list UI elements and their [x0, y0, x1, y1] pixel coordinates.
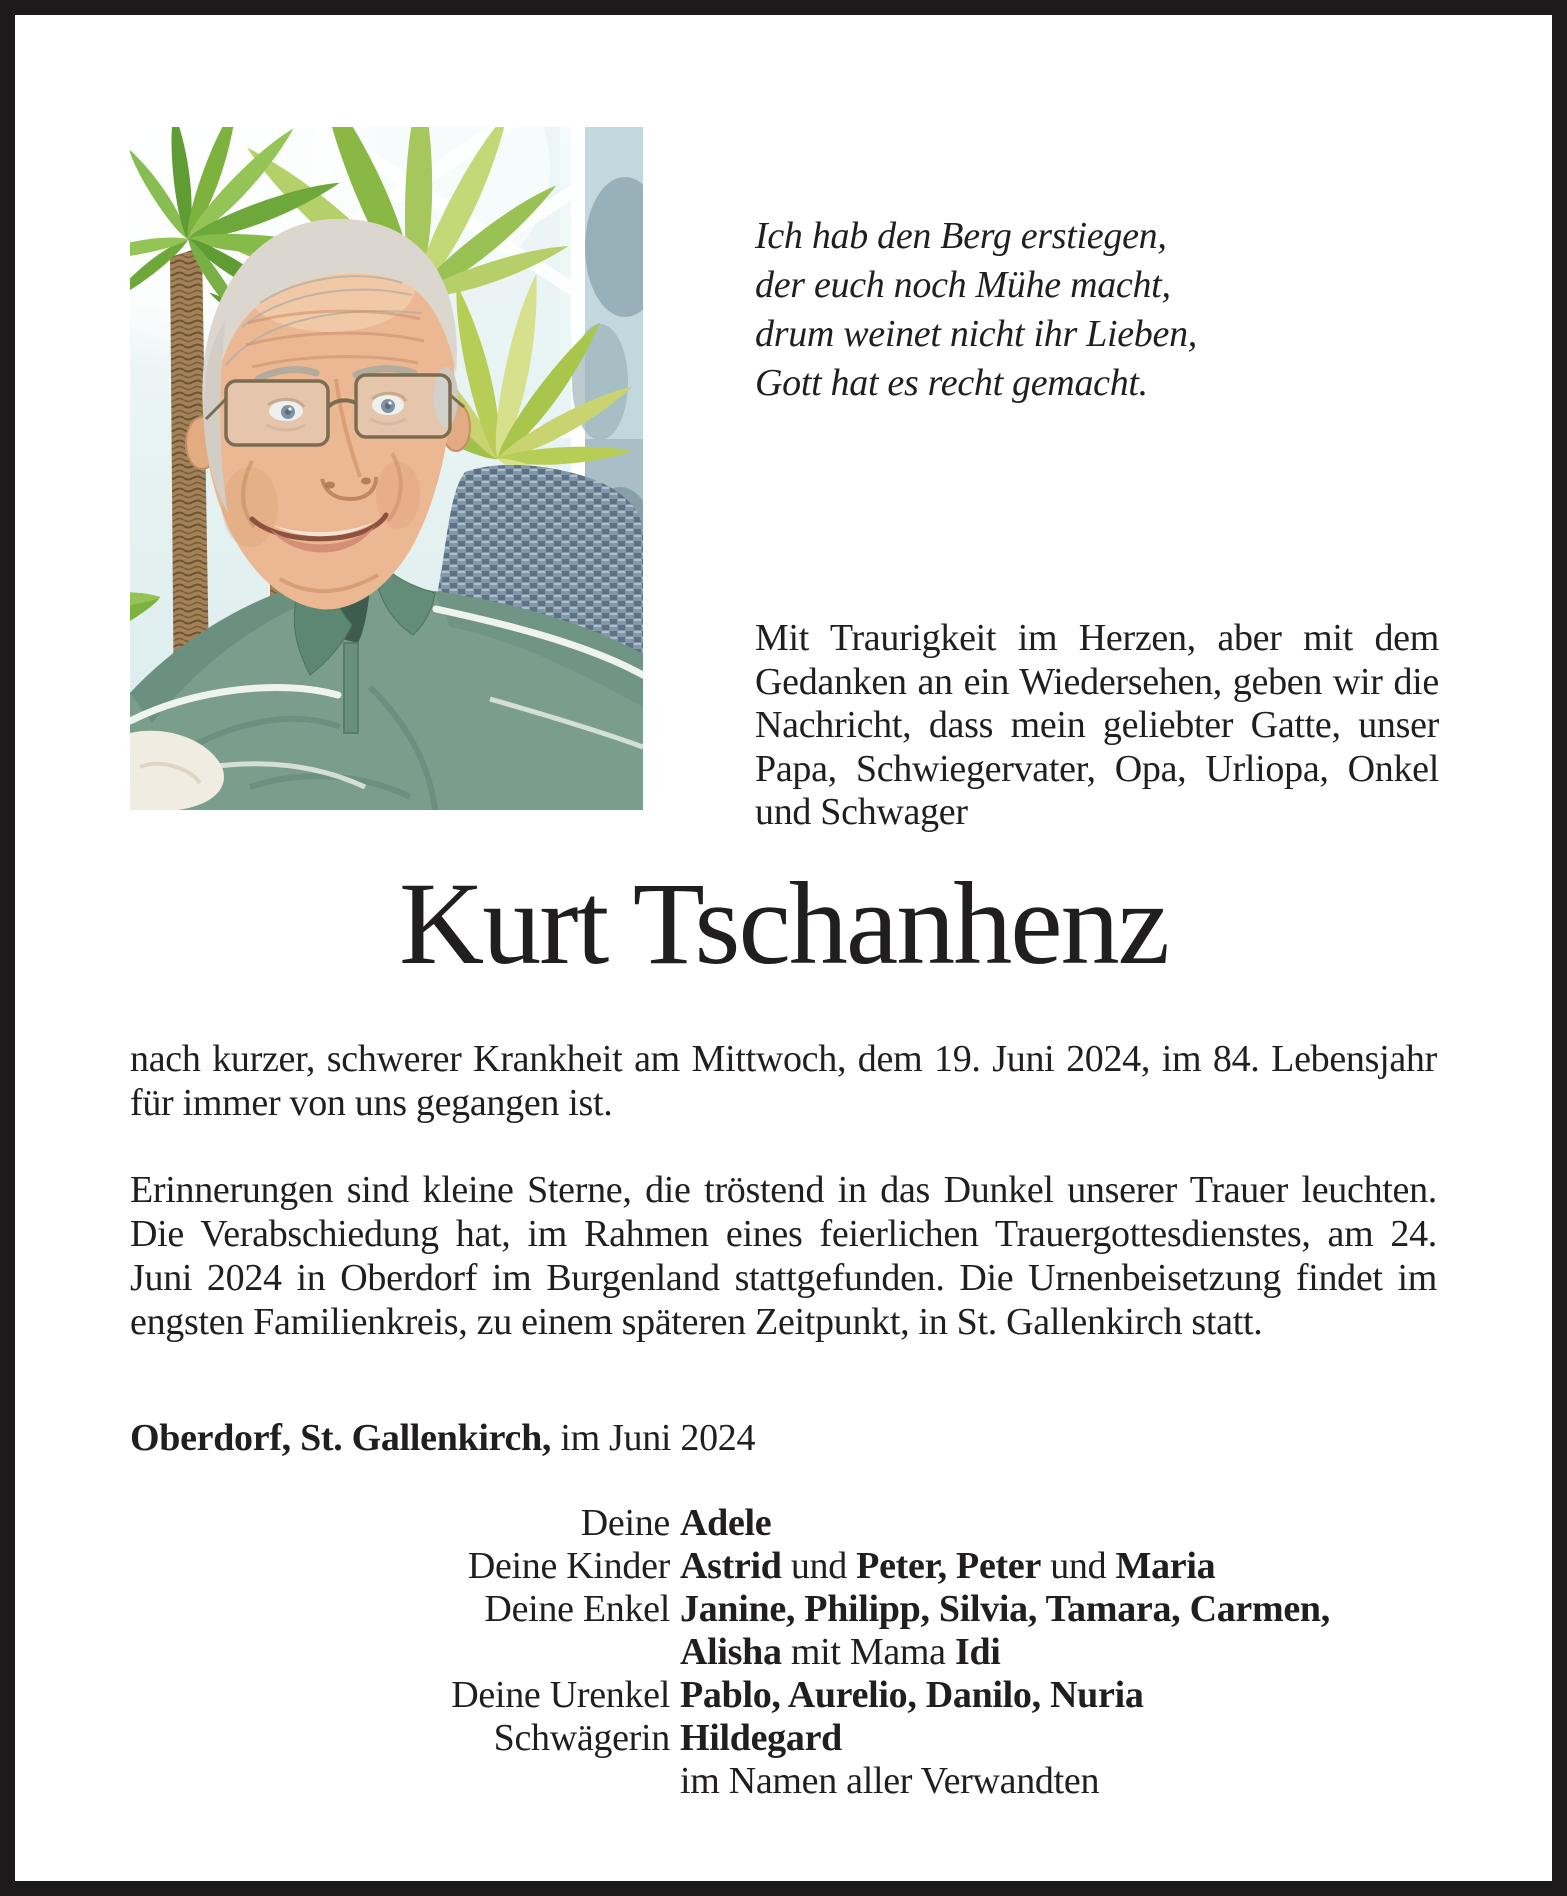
name-segment: Hildegard: [680, 1717, 842, 1759]
family-names: [680, 1588, 1437, 1631]
name-segment: und: [1041, 1545, 1116, 1587]
portrait-photo-illustration: [130, 127, 643, 810]
name-segment: mit Mama: [781, 1631, 955, 1673]
verse-line: Ich hab den Berg erstiegen,: [755, 215, 1167, 257]
verse-line: der euch noch Mühe macht,: [755, 264, 1171, 306]
family-names: [680, 1717, 1437, 1760]
verse-line: drum weinet nicht ihr Lieben,: [755, 313, 1197, 355]
name-segment: und: [781, 1545, 857, 1587]
place-text: Oberdorf, St. Gallenkirch,: [130, 1417, 552, 1459]
name-segment: Adele: [680, 1502, 772, 1544]
family-row: [130, 1545, 1437, 1588]
family-names: [680, 1760, 1437, 1803]
name-segment: Maria: [1115, 1545, 1216, 1587]
family-row: [130, 1502, 1437, 1545]
family-role-label: Deine Kinder: [467, 1545, 670, 1587]
portrait-photo: [130, 127, 643, 810]
opening-verse: [755, 212, 1197, 408]
family-names: [680, 1545, 1437, 1588]
name-segment: Alisha: [680, 1631, 782, 1673]
family-role-label: Deine: [580, 1502, 670, 1544]
deceased-name: Kurt Tschanhenz: [399, 858, 1168, 989]
family-row: [130, 1760, 1437, 1803]
name-segment: Pablo, Aurelio, Danilo, Nuria: [680, 1674, 1144, 1716]
family-names: [680, 1674, 1437, 1717]
family-role-label: Deine Urenkel: [451, 1674, 670, 1716]
family-role-label: [130, 1631, 680, 1674]
family-row: [130, 1631, 1437, 1674]
family-row: [130, 1674, 1437, 1717]
announcement-intro: Mit Traurigkeit im Herzen, aber mit dem Gedanken an ein Wiedersehen, geben wir die Nachricht, dass mein geliebter Gatte, unser Papa, Schwiegervater, Opa, Urliopa, Onkel und Schwager: [755, 617, 1439, 833]
family-names: [680, 1502, 1437, 1545]
place-date-line: [130, 1416, 755, 1460]
date-text: im Juni 2024: [551, 1417, 756, 1459]
family-role-label: Schwägerin: [493, 1717, 670, 1759]
memorial-paragraph: Erinnerungen sind kleine Sterne, die tröstend in das Dunkel unserer Trauer leuchten. Die Verabschiedung hat, im Rahmen eines feierlichen Trauergottesdienstes, am 24. Juni 2024 in Oberdorf im Burgenland stattgefunden. Die Urnenbeisetzung findet im engsten Familienkreis, zu einem späteren Zeitpunkt, in St. Gallenkirch statt.: [130, 1169, 1437, 1343]
family-role-label: Deine Enkel: [484, 1588, 670, 1630]
death-notice-paragraph: nach kurzer, schwerer Krankheit am Mittwoch, dem 19. Juni 2024, im 84. Lebensjahr für immer von uns gegangen ist.: [130, 1038, 1437, 1124]
name-segment: Idi: [954, 1631, 1001, 1673]
name-segment: im Namen aller Verwandten: [680, 1760, 1100, 1802]
verse-line: Gott hat es recht gemacht.: [755, 362, 1148, 404]
family-row: [130, 1717, 1437, 1760]
name-segment: Janine, Philipp, Silvia, Tamara, Carmen,: [680, 1588, 1330, 1630]
family-list: [130, 1502, 1437, 1803]
family-row: [130, 1588, 1437, 1631]
family-names: [680, 1631, 1437, 1674]
name-segment: Peter, Peter: [856, 1545, 1042, 1587]
family-role-label: [130, 1760, 680, 1803]
name-segment: Astrid: [680, 1545, 782, 1587]
